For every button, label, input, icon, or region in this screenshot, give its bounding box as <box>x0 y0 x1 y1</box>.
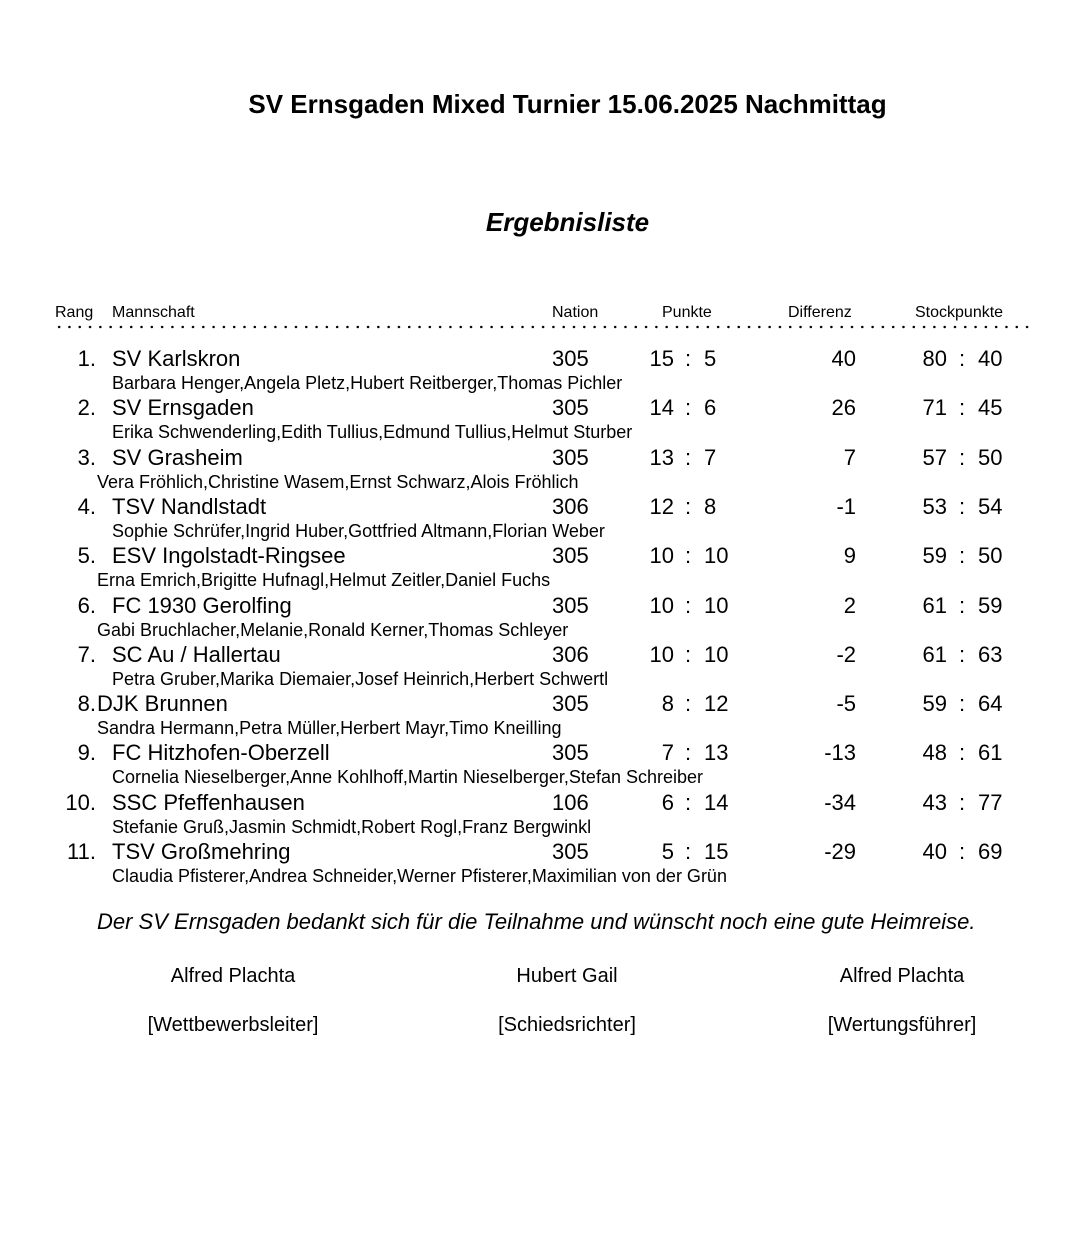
players-list: Erika Schwenderling,Edith Tullius,Edmund Tullius,Helmut Sturber <box>112 422 633 443</box>
nation-cell: 305 <box>552 444 589 470</box>
stock-points-for-cell: 48 <box>922 740 947 766</box>
table-row <box>0 543 1080 592</box>
players-list: Cornelia Nieselberger,Anne Kohlhoff,Martin Nieselberger,Stefan Schreiber <box>112 767 704 788</box>
stock-points-separator: : <box>959 789 966 815</box>
table-row <box>0 445 1080 494</box>
team-cell: DJK Brunnen <box>97 691 228 717</box>
points-won-cell: 10 <box>649 592 674 618</box>
players-list: Erna Emrich,Brigitte Hufnagl,Helmut Zeitler,Daniel Fuchs <box>97 570 551 591</box>
points-separator: : <box>685 641 692 667</box>
stock-points-separator: : <box>959 346 966 371</box>
points-won-cell: 5 <box>661 839 674 864</box>
stock-points-against-cell: 40 <box>978 346 1003 371</box>
stock-points-separator: : <box>959 543 966 569</box>
stock-points-for-cell: 61 <box>922 641 947 667</box>
points-lost-cell: 7 <box>704 444 717 470</box>
header-nation: Nation <box>552 304 599 321</box>
nation-cell: 305 <box>552 691 589 717</box>
points-won-cell: 12 <box>649 493 674 519</box>
table-row <box>0 593 1080 642</box>
rank-cell: 2. <box>77 395 96 421</box>
header-rang: Rang <box>55 304 94 321</box>
points-lost-cell: 12 <box>704 691 729 717</box>
stock-points-for-cell: 59 <box>922 691 947 717</box>
signature-name-2: Hubert Gail <box>516 965 618 987</box>
stock-points-separator: : <box>959 740 966 766</box>
thanks-message: Der SV Ernsgaden bedankt sich für die Teilnahme und wünscht noch eine gute Heimreise. <box>97 909 976 934</box>
stock-points-against-cell: 50 <box>978 444 1003 470</box>
stock-points-separator: : <box>959 444 966 470</box>
rank-cell: 9. <box>77 740 96 766</box>
nation-cell: 306 <box>552 641 589 667</box>
nation-cell: 306 <box>552 493 589 519</box>
team-cell: SV Ernsgaden <box>112 395 254 421</box>
team-cell: SV Grasheim <box>112 444 243 470</box>
points-won-cell: 6 <box>661 789 674 815</box>
signature-name-3: Alfred Plachta <box>839 965 965 987</box>
header-differenz: Differenz <box>788 304 852 321</box>
table-row <box>0 740 1080 789</box>
points-separator: : <box>685 789 692 815</box>
stock-points-separator: : <box>959 493 966 519</box>
rank-cell: 8. <box>77 691 96 717</box>
team-cell: ESV Ingolstadt-Ringsee <box>112 543 346 569</box>
table-row <box>0 839 1080 888</box>
table-row <box>0 395 1080 444</box>
table-row <box>0 691 1080 740</box>
signature-role-3: [Wertungsführer] <box>827 1014 977 1036</box>
stock-points-for-cell: 57 <box>922 444 947 470</box>
stock-points-against-cell: 61 <box>978 740 1003 766</box>
points-lost-cell: 10 <box>704 641 729 667</box>
players-list: Sandra Hermann,Petra Müller,Herbert Mayr,Timo Kneilling <box>97 718 562 739</box>
difference-cell: -1 <box>836 493 856 519</box>
points-separator: : <box>685 346 692 371</box>
stock-points-separator: : <box>959 592 966 618</box>
stock-points-for-cell: 59 <box>922 543 947 569</box>
stock-points-against-cell: 45 <box>978 395 1003 421</box>
rank-cell: 1. <box>77 346 96 371</box>
nation-cell: 305 <box>552 740 589 766</box>
points-separator: : <box>685 691 692 717</box>
points-separator: : <box>685 444 692 470</box>
rank-cell: 10. <box>65 789 96 815</box>
points-won-cell: 13 <box>649 444 674 470</box>
points-lost-cell: 6 <box>704 395 717 421</box>
rank-cell: 7. <box>77 641 96 667</box>
stock-points-for-cell: 53 <box>922 493 947 519</box>
signature-role-1: [Wettbewerbsleiter] <box>147 1014 319 1036</box>
signature-role-2: [Schiedsrichter] <box>498 1014 636 1036</box>
rank-cell: 6. <box>77 592 96 618</box>
players-list: Gabi Bruchlacher,Melanie,Ronald Kerner,Thomas Schleyer <box>97 619 569 640</box>
difference-cell: 7 <box>843 444 856 470</box>
points-separator: : <box>685 592 692 618</box>
players-list: Vera Fröhlich,Christine Wasem,Ernst Schwarz,Alois Fröhlich <box>97 471 579 492</box>
points-separator: : <box>685 839 692 864</box>
nation-cell: 305 <box>552 346 589 371</box>
stock-points-against-cell: 63 <box>978 641 1003 667</box>
points-won-cell: 7 <box>661 740 674 766</box>
header-punkte: Punkte <box>662 304 712 321</box>
points-won-cell: 10 <box>649 543 674 569</box>
page-title: SV Ernsgaden Mixed Turnier 15.06.2025 Nachmittag <box>248 89 887 119</box>
points-lost-cell: 5 <box>704 346 717 371</box>
nation-cell: 106 <box>552 789 589 815</box>
difference-cell: -5 <box>836 691 856 717</box>
stock-points-for-cell: 61 <box>922 592 947 618</box>
points-won-cell: 10 <box>649 641 674 667</box>
players-list: Stefanie Gruß,Jasmin Schmidt,Robert Rogl,Franz Bergwinkl <box>112 816 592 837</box>
stock-points-against-cell: 69 <box>978 839 1003 864</box>
header-mannschaft: Mannschaft <box>112 304 195 321</box>
difference-cell: -13 <box>824 740 856 766</box>
stock-points-separator: : <box>959 691 966 717</box>
points-won-cell: 14 <box>649 395 674 421</box>
points-lost-cell: 14 <box>704 789 729 815</box>
difference-cell: -29 <box>824 839 856 864</box>
players-list: Sophie Schrüfer,Ingrid Huber,Gottfried Altmann,Florian Weber <box>112 520 605 541</box>
difference-cell: 2 <box>843 592 856 618</box>
players-list: Barbara Henger,Angela Pletz,Hubert Reitberger,Thomas Pichler <box>112 373 623 393</box>
points-lost-cell: 13 <box>704 740 729 766</box>
rank-cell: 5. <box>77 543 96 569</box>
points-separator: : <box>685 395 692 421</box>
difference-cell: 40 <box>831 346 856 371</box>
rank-cell: 11. <box>67 839 96 864</box>
points-separator: : <box>685 493 692 519</box>
stock-points-for-cell: 80 <box>922 346 947 371</box>
team-cell: SC Au / Hallertau <box>112 641 281 667</box>
points-separator: : <box>685 740 692 766</box>
header-stockpunkte: Stockpunkte <box>915 304 1004 321</box>
points-separator: : <box>685 543 692 569</box>
stock-points-for-cell: 71 <box>922 395 947 421</box>
nation-cell: 305 <box>552 395 589 421</box>
rank-cell: 3. <box>77 444 96 470</box>
stock-points-separator: : <box>959 395 966 421</box>
team-cell: TSV Nandlstadt <box>112 493 267 519</box>
team-cell: FC Hitzhofen-Oberzell <box>112 740 330 766</box>
nation-cell: 305 <box>552 839 589 864</box>
points-won-cell: 8 <box>661 691 674 717</box>
stock-points-separator: : <box>959 839 966 864</box>
points-lost-cell: 8 <box>704 493 717 519</box>
nation-cell: 305 <box>552 543 589 569</box>
players-list: Petra Gruber,Marika Diemaier,Josef Heinrich,Herbert Schwertl <box>112 668 609 689</box>
difference-cell: -2 <box>836 641 856 667</box>
stock-points-for-cell: 40 <box>922 839 947 864</box>
table-row <box>0 642 1080 691</box>
difference-cell: -34 <box>824 789 856 815</box>
table-row <box>0 494 1080 543</box>
stock-points-against-cell: 59 <box>978 592 1003 618</box>
players-list: Claudia Pfisterer,Andrea Schneider,Werner Pfisterer,Maximilian von der Grün <box>112 866 727 886</box>
nation-cell: 305 <box>552 592 589 618</box>
rank-cell: 4. <box>77 493 96 519</box>
points-lost-cell: 10 <box>704 592 729 618</box>
stock-points-against-cell: 77 <box>978 789 1003 815</box>
team-cell: SV Karlskron <box>112 346 241 371</box>
dotted-separator <box>54 325 1034 329</box>
page-subtitle: Ergebnisliste <box>485 207 650 237</box>
table-row <box>0 790 1080 839</box>
stock-points-against-cell: 64 <box>978 691 1003 717</box>
stock-points-against-cell: 50 <box>978 543 1003 569</box>
stock-points-for-cell: 43 <box>922 789 947 815</box>
stock-points-separator: : <box>959 641 966 667</box>
difference-cell: 9 <box>843 543 856 569</box>
points-lost-cell: 15 <box>704 839 729 864</box>
team-cell: SSC Pfeffenhausen <box>112 789 305 815</box>
points-won-cell: 15 <box>649 346 674 371</box>
points-lost-cell: 10 <box>704 543 729 569</box>
stock-points-against-cell: 54 <box>978 493 1003 519</box>
team-cell: FC 1930 Gerolfing <box>112 592 292 618</box>
difference-cell: 26 <box>831 395 856 421</box>
table-row <box>0 346 1080 395</box>
signature-name-1: Alfred Plachta <box>170 965 296 987</box>
team-cell: TSV Großmehring <box>112 839 291 864</box>
